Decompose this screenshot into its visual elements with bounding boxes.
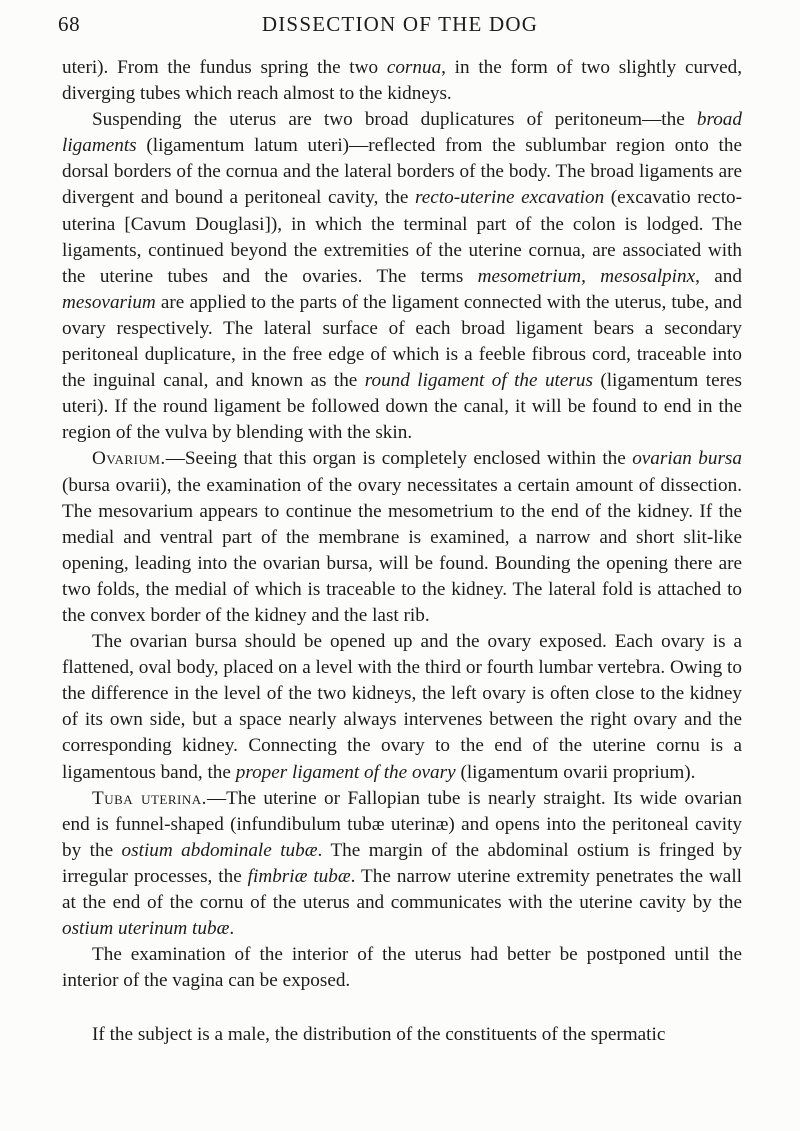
- section-heading: Ovarium.: [92, 448, 166, 470]
- text-run: —The uterine or Fallopian tube is nearly straight. Its wide ovarian end is funnel-shaped (infundibulum tubæ uterinæ) and opens into the peritoneal cavity by the: [62, 787, 742, 861]
- text-run: . The narrow uterine extremity penetrates the wall at the end of the cornu of the uterus and communicates with the uterine cavity by the: [62, 865, 742, 913]
- text-run: (excavatio recto-uterina [Cavum Douglasi]), in which the terminal part of the colon is lodged. The ligaments, continued beyond the extremities of the uterine cornua, are associated with the uterine tubes and the ovaries. The terms: [62, 187, 743, 287]
- text-run: . The margin of the abdominal ostium is fringed by irregular processes, the: [62, 839, 742, 887]
- paragraph: [62, 1022, 742, 1048]
- body-text: [62, 55, 742, 1048]
- text-run: Suspending the uterus are two broad duplicatures of peritoneum—the: [92, 109, 697, 131]
- text-run: The ovarian bursa should be opened up and the ovary exposed. Each ovary is a flattened, oval body, placed on a level with the third or fourth lumbar vertebra. Owing to the difference in the level of the two kidneys, the left ovary is often close to the kidney of its own side, but a space nearly always intervenes between the right ovary and the corresponding kidney. Connecting the ovary to the end of the uterine cornu is a ligamentous band, the: [62, 631, 742, 783]
- paragraph: [62, 107, 742, 446]
- running-title: DISSECTION OF THE DOG: [261, 12, 539, 36]
- italic-term: broad ligaments: [62, 109, 742, 157]
- italic-term: recto-uterine excavation: [415, 187, 605, 209]
- text-run: uteri). From the fundus spring the two: [62, 57, 387, 78]
- text-run: , in the form of two slightly curved, diverging tubes which reach almost to the kidneys.: [62, 57, 742, 105]
- paragraph: [62, 446, 742, 629]
- text-run: The examination of the interior of the uterus had better be postponed until the interior of the vagina can be exposed.: [62, 944, 742, 992]
- italic-term: mesosalpinx: [600, 265, 696, 287]
- italic-term: ostium uterinum tubæ: [62, 918, 230, 940]
- paragraph: [62, 629, 742, 786]
- italic-term: ovarian bursa: [632, 448, 742, 470]
- italic-term: proper ligament of the ovary: [235, 761, 456, 783]
- paragraph: [62, 942, 742, 994]
- paragraph: [62, 786, 742, 943]
- page-number: 68: [58, 12, 81, 36]
- italic-term: ostium abdominale tubæ: [121, 839, 318, 861]
- text-run: (ligamentum teres uteri). If the round ligament be followed down the canal, it will be found to end in the region of the vulva by blending with the skin.: [62, 370, 742, 444]
- italic-term: mesovarium: [62, 291, 156, 313]
- text-run: , and: [695, 265, 742, 287]
- text-run: (bursa ovarii), the examination of the ovary necessitates a certain amount of dissection. The mesovarium appears to continue the mesometrium to the end of the kidney. If the medial and ventral part of the membrane is examined, a narrow and short slit-like opening, leading into the ovarian bursa, will be found. Bounding the opening there are two folds, the medial of which is traceable to the kidney. The lateral fold is attached to the convex border of the kidney and the last rib.: [62, 474, 742, 626]
- italic-term: cornua: [386, 57, 442, 78]
- section-heading: Tuba uterina.: [92, 787, 207, 809]
- text-run: .: [229, 918, 235, 940]
- italic-term: round ligament of the uterus: [364, 370, 593, 392]
- running-header: [58, 12, 742, 42]
- text-run: (ligamentum ovarii proprium).: [455, 761, 696, 783]
- text-run: If the subject is a male, the distribution of the constituents of the spermatic: [92, 1024, 666, 1046]
- text-run: are applied to the parts of the ligament connected with the uterus, tube, and ovary respectively. The lateral surface of each broad ligament bears a secondary peritoneal duplicature, in the free edge of which is a feeble fibrous cord, traceable into the inguinal canal, and known as the: [62, 291, 742, 392]
- italic-term: fimbriæ tubæ: [247, 865, 351, 887]
- paragraph: [62, 55, 742, 107]
- text-run: —Seeing that this organ is completely enclosed within the: [165, 448, 633, 470]
- italic-term: mesometrium: [477, 265, 582, 287]
- text-run: (ligamentum latum uteri)—reflected from the sublumbar region onto the dorsal borders of the cornua and the lateral borders of the body. The broad ligaments are divergent and bound a peritoneal cavity, the: [62, 135, 742, 209]
- text-run: ,: [581, 265, 601, 287]
